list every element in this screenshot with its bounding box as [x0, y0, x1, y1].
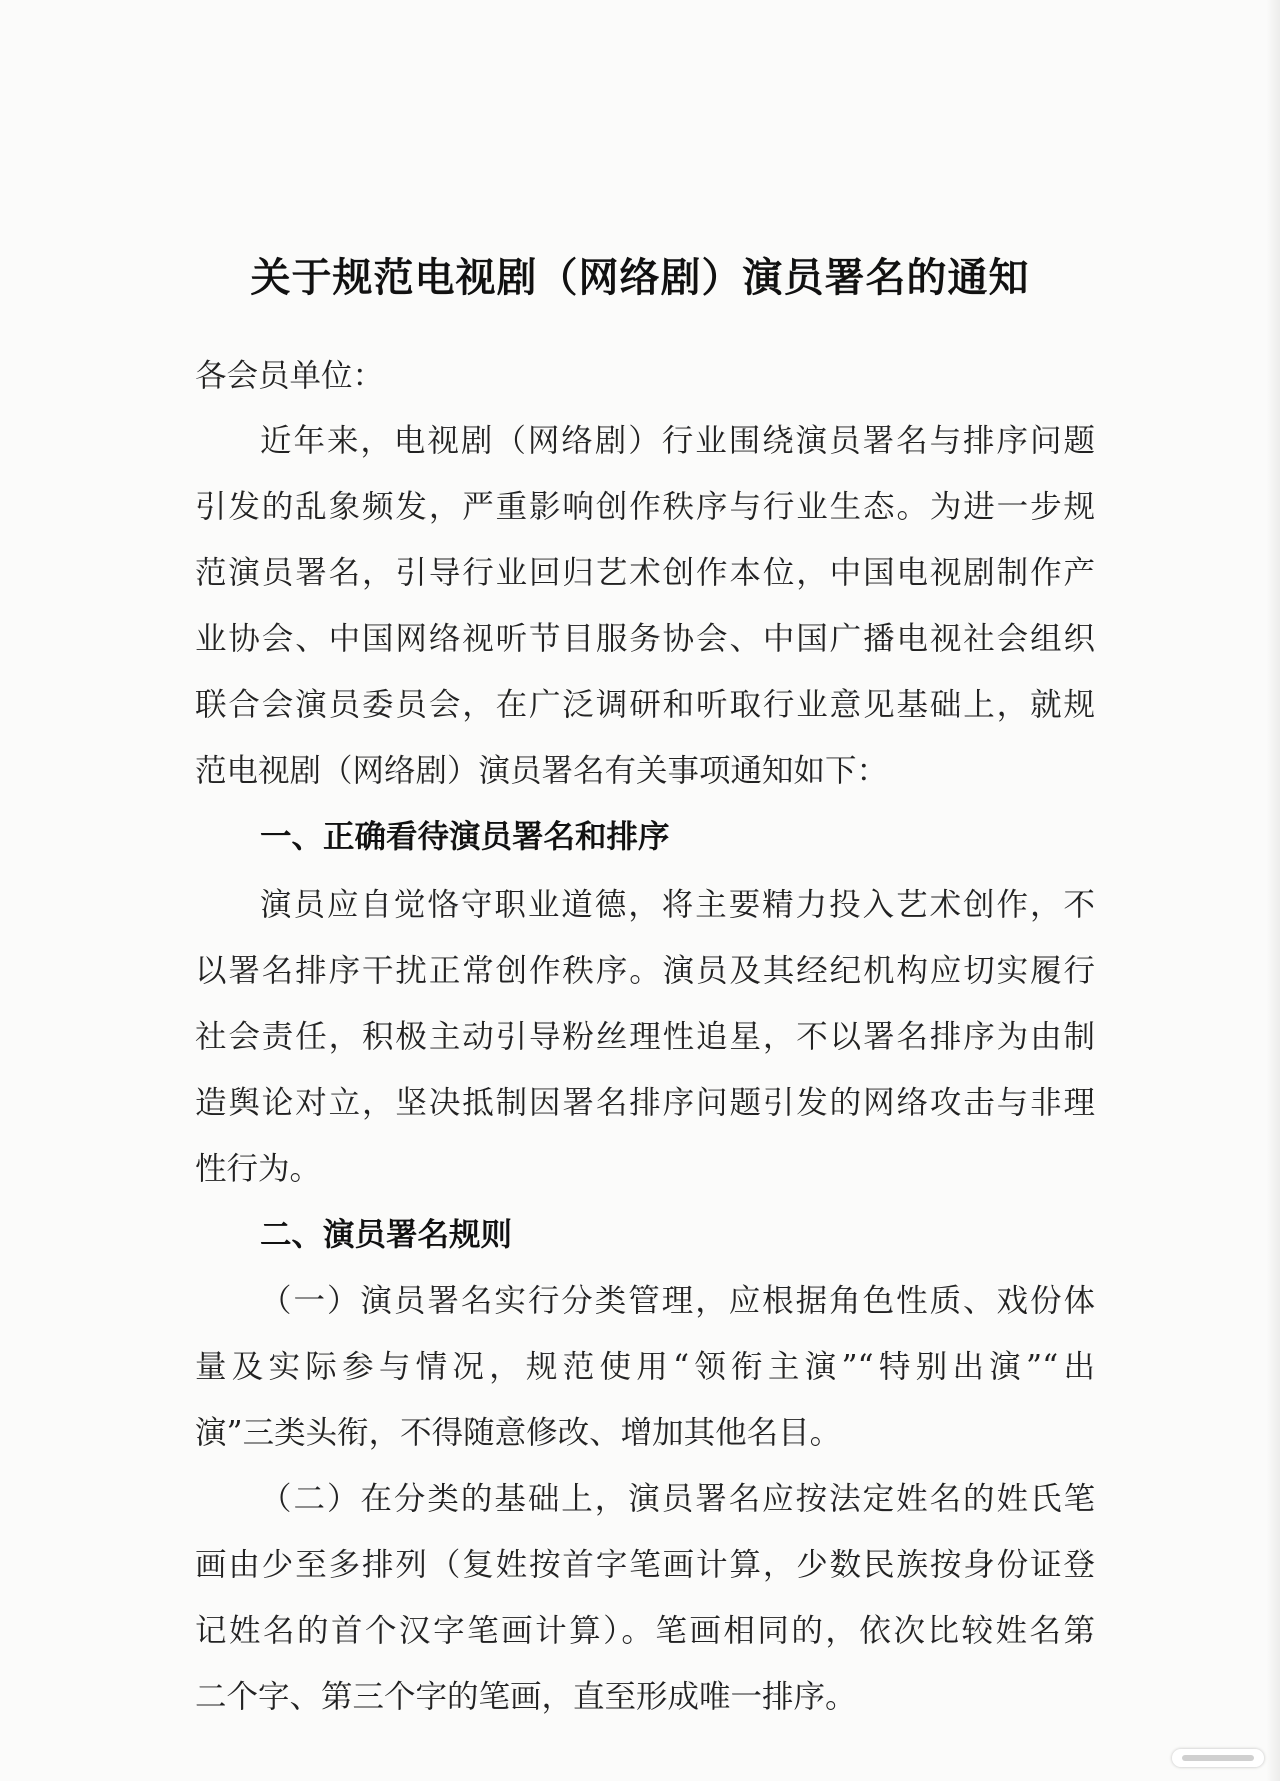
paragraph-line: 近年来，电视剧（网络剧）行业围绕演员署名与排序问题	[260, 423, 1095, 459]
paragraph-line: 联合会演员委员会，在广泛调研和听取行业意见基础上，就规	[195, 687, 1095, 723]
paragraph-line: 范演员署名，引导行业回归艺术创作本位，中国电视剧制作产	[195, 555, 1095, 591]
paragraph-line: 记姓名的首个汉字笔画计算）。笔画相同的，依次比较姓名第	[195, 1613, 1095, 1649]
paragraph-line: 造舆论对立，坚决抵制因署名排序问题引发的网络攻击与非理	[195, 1085, 1095, 1121]
paragraph-line: 二个字、第三个字的笔画，直至形成唯一排序。	[195, 1679, 857, 1715]
paragraph-line: 业协会、中国网络视听节目服务协会、中国广播电视社会组织	[195, 621, 1095, 657]
salutation: 各会员单位：	[195, 358, 385, 394]
section-heading: 二、演员署名规则	[260, 1216, 513, 1253]
paragraph-line: 量及实际参与情况，规范使用“领衔主演”“特别出演”“出	[195, 1349, 1095, 1385]
document-title: 关于规范电视剧（网络剧）演员署名的通知	[250, 254, 1030, 301]
paragraph-line: （一）演员署名实行分类管理，应根据角色性质、戏份体	[260, 1283, 1095, 1319]
paragraph-line: 社会责任，积极主动引导粉丝理性追星，不以署名排序为由制	[195, 1019, 1095, 1055]
section-heading: 一、正确看待演员署名和排序	[260, 818, 670, 855]
paragraph-line: （二）在分类的基础上，演员署名应按法定姓名的姓氏笔	[260, 1481, 1095, 1517]
paragraph-line: 性行为。	[195, 1151, 322, 1187]
paragraph-line: 以署名排序干扰正常创作秩序。演员及其经纪机构应切实履行	[195, 953, 1095, 989]
watermark-badge	[1172, 1749, 1264, 1767]
paragraph-line: 演员应自觉恪守职业道德，将主要精力投入艺术创作，不	[260, 887, 1095, 923]
paragraph-line: 范电视剧（网络剧）演员署名有关事项通知如下：	[195, 753, 889, 789]
paragraph-line: 演”三类头衔，不得随意修改、增加其他名目。	[195, 1415, 842, 1451]
paragraph-line: 画由少至多排列（复姓按首字笔画计算，少数民族按身份证登	[195, 1547, 1095, 1583]
paragraph-line: 引发的乱象频发，严重影响创作秩序与行业生态。为进一步规	[195, 489, 1095, 525]
